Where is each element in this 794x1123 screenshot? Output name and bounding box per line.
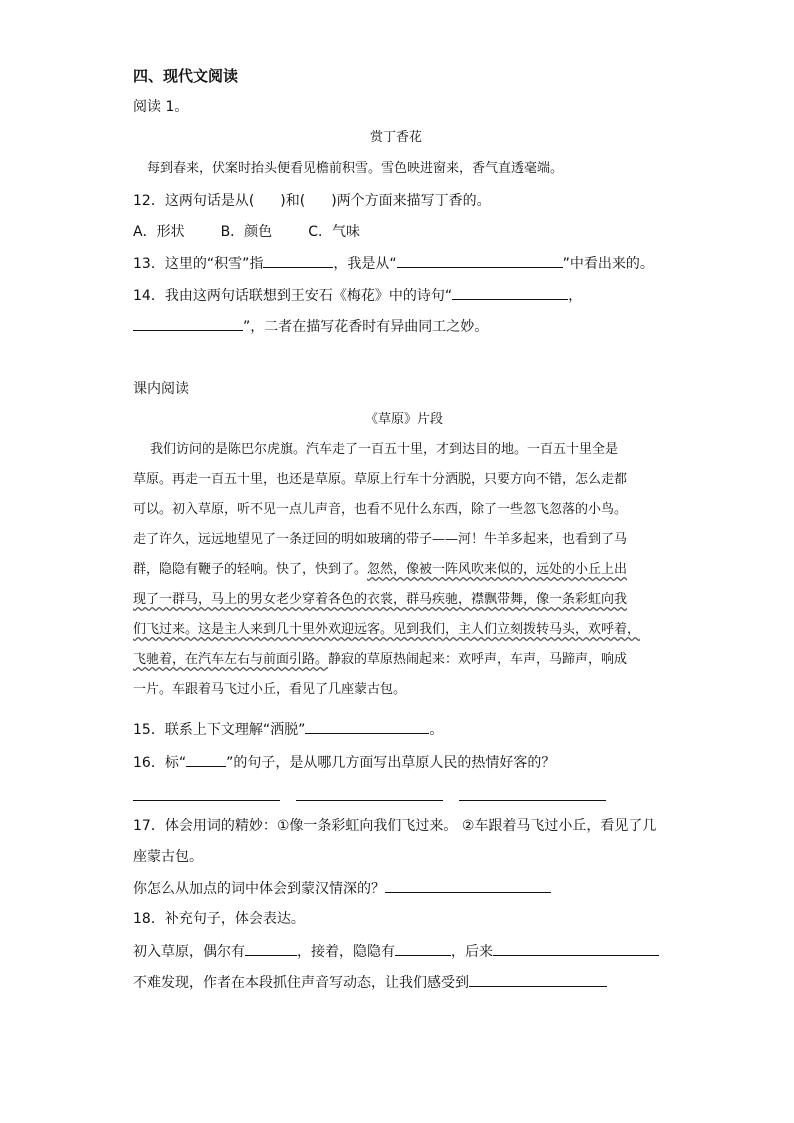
reading1-text: 每到春来，伏案时抬头便看见檐前积雪。雪色映进窗来，香气直透毫端。: [147, 161, 564, 176]
q18-part-3: ，后来: [451, 944, 493, 960]
q14-suffix: ”，二者在描写花香时有异曲同工之妙。: [243, 319, 489, 335]
reading2-title: 《草原》片段: [365, 412, 444, 427]
question-18: 18．补充句子，体会表达。: [133, 911, 305, 927]
question-13: [133, 253, 654, 274]
reading1-label: 阅读 1。: [133, 99, 189, 115]
reading2-label: 课内阅读: [133, 381, 189, 397]
question-16: [133, 752, 555, 773]
q12-suffix: )两个方面来描写丁香的。: [331, 193, 491, 209]
q12-options: [133, 222, 360, 242]
q13-prefix: 13．这里的“积雪”指: [133, 256, 264, 272]
q13-blank-1[interactable]: [263, 253, 333, 268]
underlined-line: 们飞过来。这是主人来到几十里外欢迎远客。见到我们，主人们立刻拨转马头，欢呼着，: [133, 622, 641, 637]
q16-prefix: 16．标“: [133, 755, 187, 771]
question-17-cont: 座蒙古包。: [133, 849, 203, 865]
q18-blank-4[interactable]: [469, 972, 607, 987]
q15-blank[interactable]: [305, 719, 429, 734]
q14-blank-2[interactable]: [133, 316, 243, 331]
q16-answer-line-2[interactable]: [296, 800, 443, 801]
reading1-title: 赏丁香花: [370, 130, 423, 145]
q16-answer-line-3[interactable]: [459, 800, 606, 801]
q18-blank-1[interactable]: [245, 941, 297, 956]
q18-blank-2[interactable]: [395, 941, 451, 956]
q12-option-a[interactable]: A．形状: [133, 224, 185, 240]
q16-mark-sample: [186, 752, 226, 767]
question-17: 17．体会用词的精妙：①像一条彩虹向我们飞过来。 ②车跟着马飞过小丘，看见了几: [133, 818, 657, 834]
q13-suffix: ”中看出来的。: [562, 256, 654, 272]
q17-ask-text: 你怎么从加点的词中体会到蒙汉情深的？: [133, 881, 385, 897]
underlined-segment: 飞驰着，在汽车左右与前面引路。: [133, 652, 329, 667]
passage-line: [133, 650, 665, 670]
q14-blank-1[interactable]: [452, 285, 568, 300]
passage-line: [133, 560, 665, 580]
question-17-ask: [133, 878, 551, 899]
passage-line: 一片。车跟着马飞过小丘，看见了几座蒙古包。: [133, 682, 407, 697]
passage-segment: 群，隐隐有鞭子的轻响。快了，快到了。: [133, 562, 368, 577]
question-15: [133, 719, 443, 740]
q16-answer-line-1[interactable]: [133, 800, 280, 801]
passage-segment: 静寂的草原热闹起来：欢呼声，车声，马蹄声，响成: [328, 652, 628, 667]
section-heading: 四、现代文阅读: [133, 67, 239, 85]
q18-part-1: 初入草原，偶尔有: [133, 944, 245, 960]
question-18-summary: [133, 972, 607, 993]
question-14: [133, 285, 582, 306]
q15-suffix: 。: [429, 722, 444, 738]
passage-line: 我们访问的是陈巴尔虎旗。汽车走了一百五十里，才到达目的地。一百五十里全是: [150, 442, 619, 457]
q16-suffix: ”的句子，是从哪几方面写出草原人民的热情好客的？: [226, 755, 556, 771]
q14-prefix: 14．我由这两句话联想到王安石《梅花》中的诗句“: [133, 288, 453, 304]
q12-prefix: 12．这两句话是从(: [133, 193, 255, 209]
underlined-segment: 忽然，像被一阵风吹来似的，远处的小丘上出: [367, 562, 628, 577]
q12-middle: )和(: [280, 193, 306, 209]
question-12: [133, 191, 491, 211]
q15-prefix: 15．联系上下文理解“洒脱”: [133, 722, 306, 738]
passage-line: 走了许久，远远地望见了一条迂回的明如玻璃的带子——河！牛羊多起来，也看到了马: [133, 532, 628, 547]
q17-blank[interactable]: [385, 878, 551, 893]
q18-summary-text: 不难发现，作者在本段抓住声音写动态，让我们感受到: [133, 975, 469, 991]
passage-line: 可以。初入草原，听不见一点儿声音，也看不见什么东西，除了一些忽飞忽落的小鸟。: [133, 502, 628, 517]
q13-middle: ，我是从“: [333, 256, 397, 272]
q18-part-2: ，接着，隐隐有: [297, 944, 395, 960]
q13-blank-2[interactable]: [397, 253, 563, 268]
passage-line: 草原。再走一百五十里，也还是草原。草原上行车十分洒脱，只要方向不错，怎么走都: [133, 472, 628, 487]
question-18-fill: [133, 941, 659, 962]
q18-blank-3[interactable]: [493, 941, 659, 956]
question-14-cont: [133, 316, 488, 337]
q12-option-c[interactable]: C．气味: [308, 224, 360, 240]
underlined-line: 现了一群马，马上的男女老少穿着各色的衣裳，群马疾驰，襟飘带舞，像一条彩虹向我: [133, 592, 628, 607]
q12-option-b[interactable]: B．颜色: [220, 224, 273, 240]
q14-comma: ，: [568, 288, 583, 304]
